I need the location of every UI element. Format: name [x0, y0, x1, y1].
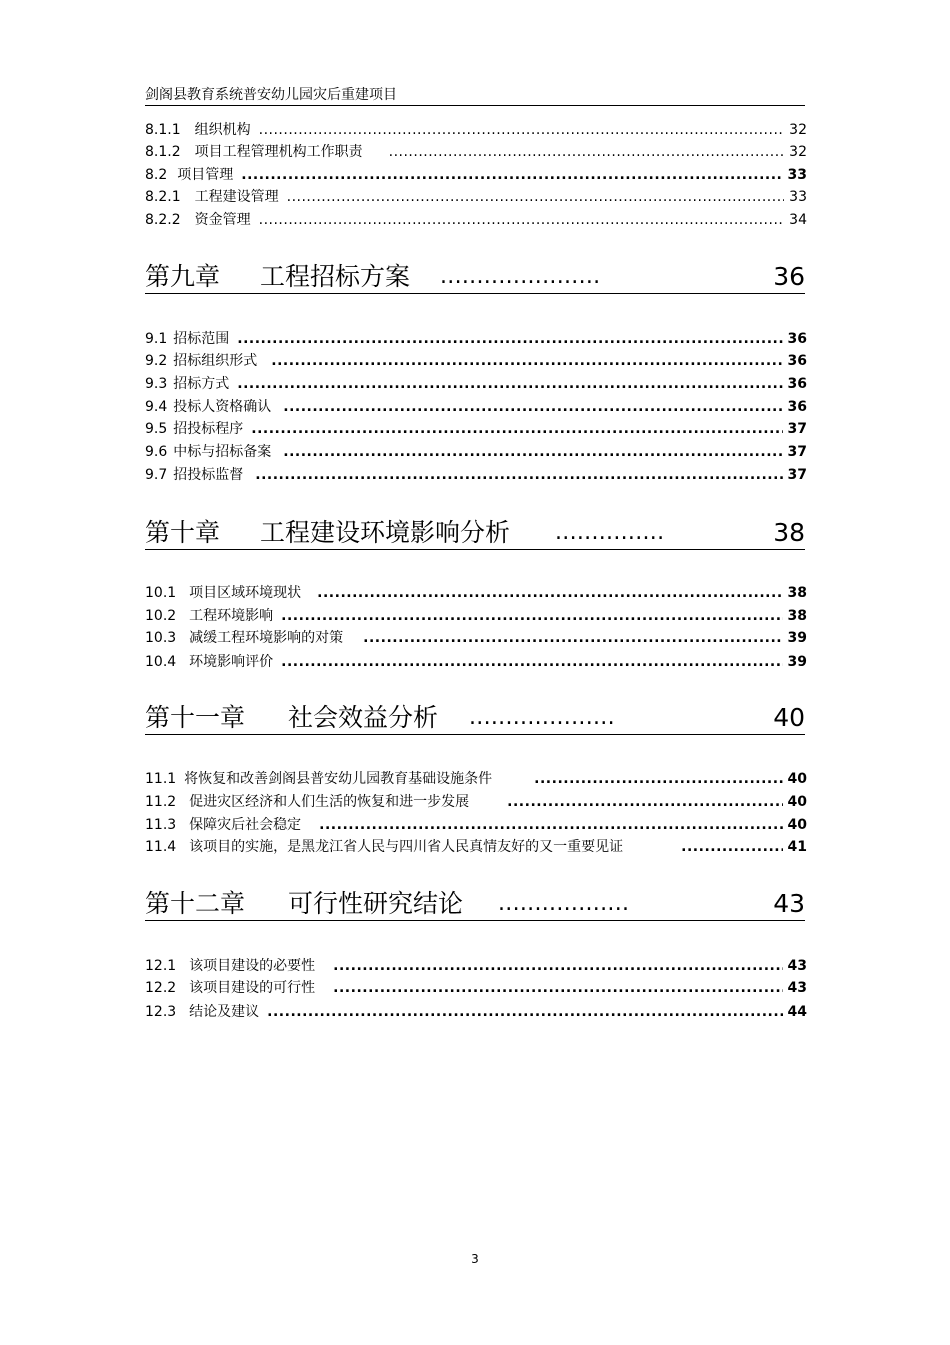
toc-entry-number: 11.3 [145, 817, 177, 833]
toc-dot-leader [281, 654, 782, 670]
toc-entry-10-4[interactable] [145, 651, 807, 671]
toc-entry-8-2[interactable] [145, 164, 807, 184]
chapter-title: 社会效益分析 [288, 703, 439, 732]
chapter-page: 43 [773, 889, 805, 918]
toc-entry-number: 10.2 [145, 608, 177, 624]
toc-entry-number: 8.2.2 [145, 212, 181, 228]
toc-entry-title: 项目管理 [177, 167, 234, 183]
toc-entry-8-2-2[interactable] [145, 209, 807, 229]
chapter-heading-11[interactable] [145, 700, 805, 735]
toc-dot-leader [251, 421, 782, 437]
toc-entry-page: 38 [787, 608, 807, 624]
toc-dot-leader [507, 794, 782, 810]
toc-entry-title: 投标人资格确认 [173, 399, 272, 415]
toc-entry-title: 资金管理 [194, 212, 251, 228]
chapter-number: 第九章 [145, 262, 221, 291]
chapter-title: 可行性研究结论 [288, 889, 464, 918]
toc-dot-leader [237, 331, 782, 347]
chapter-dot-leader: ...................... [440, 264, 601, 289]
chapter-number: 第十章 [145, 518, 221, 547]
toc-entry-number: 10.1 [145, 585, 177, 601]
toc-entry-11-4[interactable] [145, 836, 807, 856]
running-header: 剑阁县教育系统普安幼儿园灾后重建项目 [145, 86, 805, 106]
toc-entry-number: 12.1 [145, 958, 177, 974]
toc-dot-leader [283, 399, 782, 415]
toc-entry-page: 32 [789, 144, 807, 160]
chapter-heading-9[interactable] [145, 259, 805, 294]
toc-entry-number: 9.7 [145, 467, 168, 483]
chapter-page: 36 [773, 262, 805, 291]
toc-entry-number: 12.3 [145, 1004, 177, 1020]
toc-entry-12-1[interactable] [145, 955, 807, 975]
toc-dot-leader [259, 212, 785, 228]
page-number: 3 [471, 1252, 479, 1266]
toc-entry-page: 37 [787, 421, 807, 437]
toc-entry-number: 9.6 [145, 444, 168, 460]
toc-entry-title: 将恢复和改善剑阁县普安幼儿园教育基础设施条件 [184, 771, 493, 787]
toc-entry-9-1[interactable] [145, 328, 807, 348]
toc-entry-page: 33 [789, 189, 807, 205]
toc-entry-title: 招投标监督 [173, 467, 244, 483]
toc-entry-number: 9.3 [145, 376, 168, 392]
toc-entry-number: 10.4 [145, 654, 177, 670]
toc-dot-leader [281, 608, 782, 624]
toc-entry-title: 中标与招标备案 [173, 444, 272, 460]
toc-dot-leader [389, 144, 785, 160]
chapter-title: 工程建设环境影响分析 [260, 518, 511, 547]
toc-entry-title: 招标方式 [173, 376, 230, 392]
toc-entry-9-3[interactable] [145, 373, 807, 393]
chapter-dot-leader: ............... [555, 520, 665, 545]
toc-entry-page: 40 [787, 794, 807, 810]
toc-entry-number: 8.2 [145, 167, 168, 183]
toc-entry-number: 8.1.2 [145, 144, 181, 160]
chapter-page: 38 [773, 518, 805, 547]
toc-dot-leader [333, 980, 782, 996]
toc-entry-title: 项目工程管理机构工作职责 [194, 144, 363, 160]
toc-entry-10-1[interactable] [145, 582, 807, 602]
toc-entry-page: 36 [787, 376, 807, 392]
toc-dot-leader [363, 630, 782, 646]
toc-entry-9-2[interactable] [145, 350, 807, 370]
toc-entry-title: 减缓工程环境影响的对策 [189, 630, 344, 646]
toc-dot-leader [267, 1004, 782, 1020]
toc-entry-page: 41 [787, 839, 807, 855]
chapter-heading-10[interactable] [145, 515, 805, 550]
toc-entry-page: 36 [787, 399, 807, 415]
toc-dot-leader [241, 167, 782, 183]
toc-entry-page: 36 [787, 353, 807, 369]
toc-dot-leader [534, 771, 782, 787]
toc-entry-title: 项目区域环境现状 [189, 585, 302, 601]
toc-entry-page: 37 [787, 444, 807, 460]
toc-entry-title: 保障灾后社会稳定 [189, 817, 302, 833]
toc-entry-8-1-1[interactable] [145, 119, 807, 139]
chapter-dot-leader: .................. [498, 891, 630, 916]
chapter-page: 40 [773, 703, 805, 732]
toc-entry-title: 该项目的实施，是黑龙江省人民与四川省人民真情友好的又一重要见证 [189, 839, 624, 855]
toc-entry-page: 39 [787, 630, 807, 646]
toc-entry-9-5[interactable] [145, 418, 807, 438]
chapter-number: 第十二章 [145, 889, 246, 918]
chapter-heading-12[interactable] [145, 886, 805, 921]
toc-entry-number: 11.1 [145, 771, 177, 787]
toc-entry-number: 9.5 [145, 421, 168, 437]
toc-entry-title: 结论及建议 [189, 1004, 260, 1020]
toc-dot-leader [237, 376, 782, 392]
toc-entry-11-1[interactable] [145, 768, 807, 788]
toc-entry-number: 12.2 [145, 980, 177, 996]
toc-entry-page: 36 [787, 331, 807, 347]
toc-entry-title: 组织机构 [194, 122, 251, 138]
toc-entry-number: 11.2 [145, 794, 177, 810]
toc-entry-12-3[interactable] [145, 1001, 807, 1021]
toc-entry-number: 8.1.1 [145, 122, 181, 138]
toc-entry-10-2[interactable] [145, 605, 807, 625]
toc-entry-11-2[interactable] [145, 791, 807, 811]
toc-dot-leader [271, 353, 782, 369]
toc-entry-title: 招投标程序 [173, 421, 244, 437]
toc-entry-page: 44 [787, 1004, 807, 1020]
toc-entry-number: 9.2 [145, 353, 168, 369]
toc-entry-8-2-1[interactable] [145, 186, 807, 206]
toc-dot-leader [319, 817, 782, 833]
toc-entry-title: 环境影响评价 [189, 654, 274, 670]
toc-entry-title: 招标组织形式 [173, 353, 258, 369]
toc-entry-title: 促进灾区经济和人们生活的恢复和进一步发展 [189, 794, 470, 810]
toc-entry-10-3[interactable] [145, 627, 807, 647]
toc-entry-title: 工程建设管理 [194, 189, 279, 205]
toc-entry-page: 40 [787, 817, 807, 833]
toc-entry-number: 8.2.1 [145, 189, 181, 205]
toc-dot-leader [287, 189, 785, 205]
toc-entry-title: 招标范围 [173, 331, 230, 347]
toc-entry-page: 38 [787, 585, 807, 601]
toc-dot-leader [681, 839, 782, 855]
toc-dot-leader [333, 958, 782, 974]
toc-entry-12-2[interactable] [145, 977, 807, 997]
toc-entry-page: 33 [787, 167, 807, 183]
toc-entry-9-7[interactable] [145, 464, 807, 484]
chapter-dot-leader: .................... [469, 705, 615, 730]
toc-entry-11-3[interactable] [145, 814, 807, 834]
toc-entry-9-4[interactable] [145, 396, 807, 416]
toc-entry-number: 11.4 [145, 839, 177, 855]
toc-entry-number: 9.4 [145, 399, 168, 415]
toc-entry-title: 该项目建设的可行性 [189, 980, 316, 996]
toc-entry-page: 32 [789, 122, 807, 138]
toc-entry-page: 43 [787, 958, 807, 974]
toc-entry-number: 9.1 [145, 331, 168, 347]
toc-entry-page: 40 [787, 771, 807, 787]
toc-entry-title: 工程环境影响 [189, 608, 274, 624]
chapter-number: 第十一章 [145, 703, 246, 732]
toc-entry-page: 34 [789, 212, 807, 228]
toc-dot-leader [317, 585, 782, 601]
toc-entry-8-1-2[interactable] [145, 141, 807, 161]
toc-entry-page: 43 [787, 980, 807, 996]
toc-entry-number: 10.3 [145, 630, 177, 646]
toc-dot-leader [283, 444, 782, 460]
toc-dot-leader [255, 467, 782, 483]
chapter-title: 工程招标方案 [260, 262, 411, 291]
toc-entry-page: 39 [787, 654, 807, 670]
toc-dot-leader [259, 122, 785, 138]
toc-entry-title: 该项目建设的必要性 [189, 958, 316, 974]
toc-entry-9-6[interactable] [145, 441, 807, 461]
toc-entry-page: 37 [787, 467, 807, 483]
